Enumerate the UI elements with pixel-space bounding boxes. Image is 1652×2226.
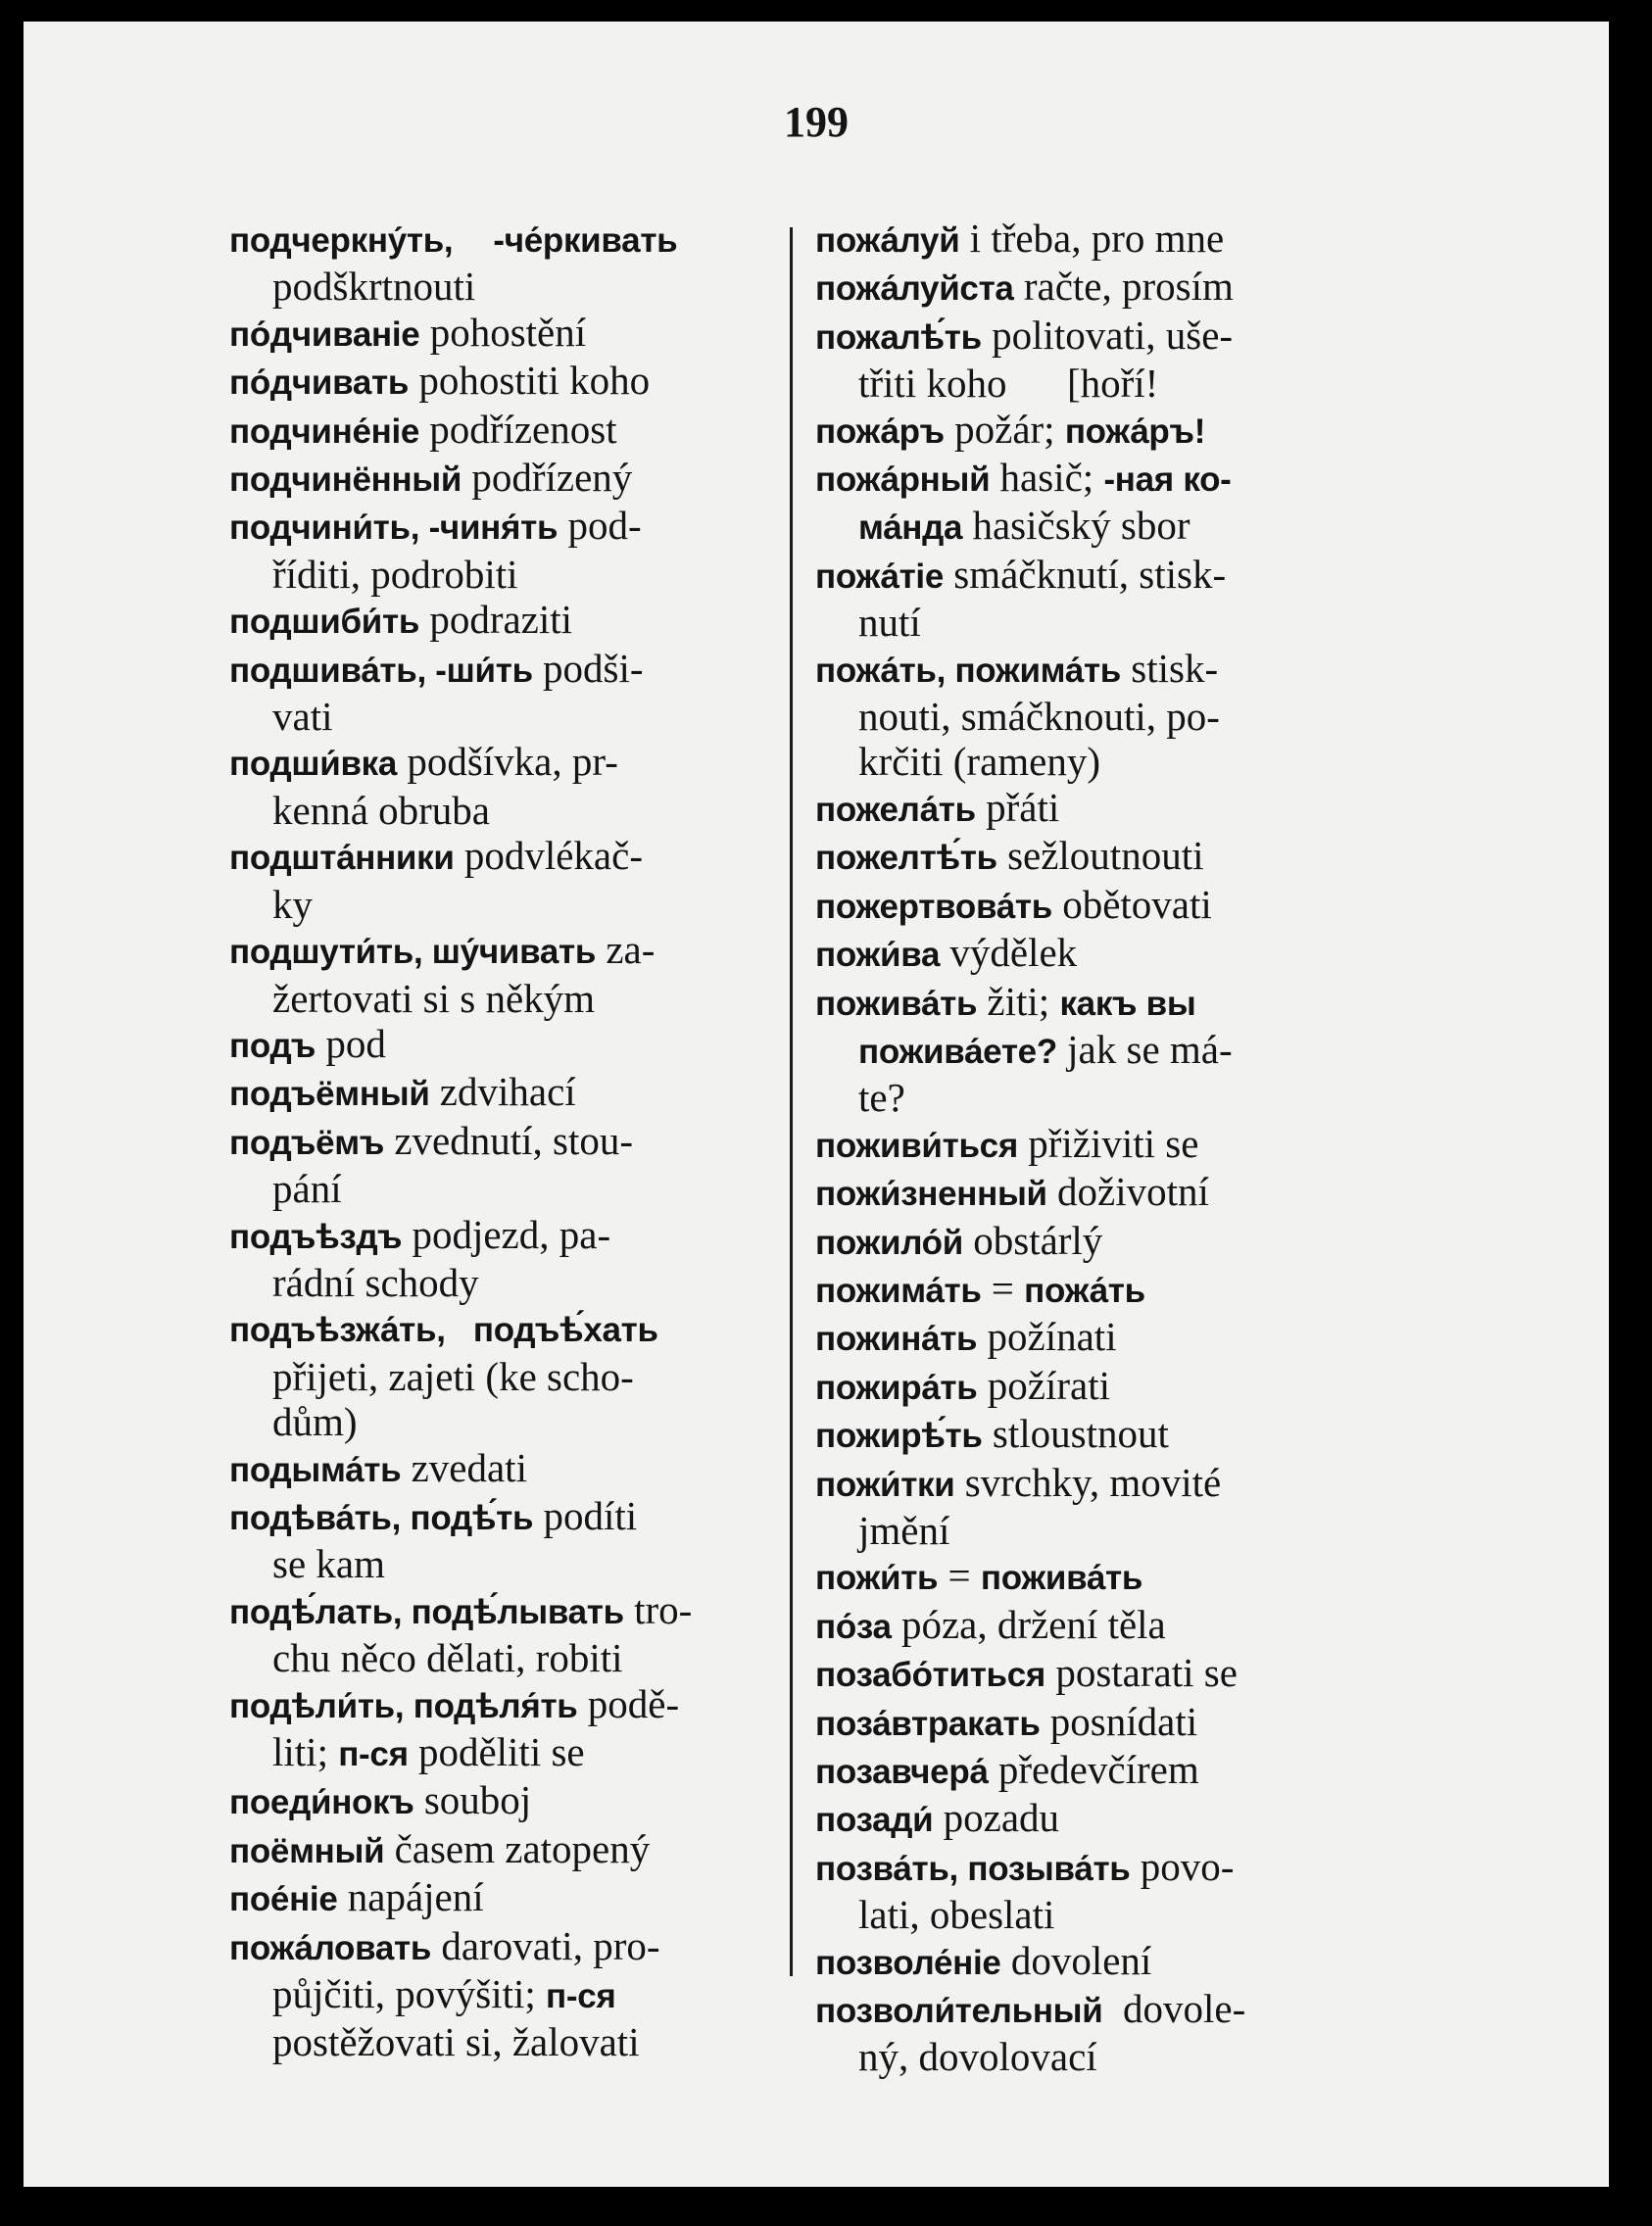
headword: пожима́ть	[815, 1271, 982, 1310]
dictionary-entry	[815, 1411, 1388, 1459]
headword: пожира́ть	[815, 1368, 978, 1407]
dictionary-entry	[815, 1121, 1388, 1169]
entry-continuation-line	[815, 361, 1388, 406]
headword: пожина́ть	[815, 1320, 978, 1359]
definition-text: ky	[272, 881, 313, 927]
headword: пожило́й	[815, 1223, 963, 1262]
headword: пожи́ть	[815, 1559, 939, 1598]
entry-continuation-line	[815, 1892, 1388, 1937]
definition-text: postarati se	[1045, 1650, 1238, 1696]
definition-text: podši-	[532, 645, 644, 691]
definition-text: kenná obruba	[272, 787, 490, 833]
headword: по́дчивать	[229, 363, 410, 403]
dictionary-entry	[815, 1169, 1388, 1217]
entry-continuation-line	[229, 976, 802, 1021]
headword: подѣли́ть, подѣля́ть	[229, 1686, 578, 1725]
entry-line	[229, 1587, 802, 1635]
headword: поза́втракать	[815, 1704, 1041, 1743]
definition-text: tro-	[623, 1586, 693, 1632]
entry-line	[815, 1938, 1388, 1986]
entry-continuation-line	[229, 1354, 802, 1399]
entry-line	[815, 1844, 1388, 1892]
definition-text: dovolení	[1000, 1937, 1152, 1983]
definition-text: zvednutí, stou-	[384, 1117, 634, 1163]
dictionary-entry	[229, 1777, 802, 1825]
entry-continuation-line	[229, 2019, 802, 2064]
dictionary-entry	[229, 1069, 802, 1117]
dictionary-entry	[229, 1681, 802, 1778]
dictionary-entry	[229, 310, 802, 358]
page-number: 199	[784, 98, 849, 146]
definition-text: jak se má-	[1056, 1026, 1233, 1072]
entry-line	[815, 1602, 1388, 1650]
entry-line	[229, 927, 802, 975]
headword: пожирѣ́ть	[815, 1417, 983, 1456]
definition-text: politovati, uše-	[981, 312, 1234, 358]
entry-continuation-line	[815, 1075, 1388, 1120]
headword: -че́ркивать	[493, 221, 678, 260]
headword: подчине́нiе	[229, 411, 420, 451]
headword: пожи́ва	[815, 936, 941, 975]
dictionary-entry	[815, 1553, 1388, 1601]
headword: пожа́ръ	[815, 411, 945, 451]
entry-line	[229, 1445, 802, 1493]
dictionary-entry	[815, 1844, 1388, 1938]
entry-line	[815, 1169, 1388, 1217]
dictionary-entry	[229, 646, 802, 740]
headword: позволи́тельный	[815, 1992, 1103, 2031]
entry-continuation-line	[229, 788, 802, 833]
definition-text: nouti, smáčknouti, po-	[858, 694, 1220, 740]
entry-continuation-line	[815, 600, 1388, 645]
headword: пожелтѣ́ть	[815, 839, 997, 878]
entry-line	[815, 1218, 1388, 1266]
dictionary-entry	[815, 407, 1388, 455]
headword: пожа́ръ!	[1064, 411, 1206, 451]
headword: подшта́нники	[229, 839, 455, 878]
definition-text: třiti koho [hoří!	[858, 361, 1159, 407]
definition-text: nutí	[858, 600, 921, 646]
headword: подъёмъ	[229, 1123, 385, 1162]
definition-text: poděliti se	[408, 1729, 585, 1774]
dictionary-entry	[229, 503, 802, 597]
entry-continuation-line	[229, 1166, 802, 1211]
definition-text: podíti	[533, 1492, 638, 1538]
left-column	[229, 216, 802, 2065]
entry-line	[229, 1826, 802, 1874]
headword: по́дчиванiе	[229, 315, 420, 354]
entry-line	[229, 1874, 802, 1922]
definition-text: svrchky, movité	[954, 1459, 1222, 1505]
dictionary-entry	[229, 1923, 802, 2065]
entry-continuation-line	[229, 1260, 802, 1305]
dictionary-entry	[229, 1493, 802, 1587]
headword: позабо́титься	[815, 1656, 1046, 1695]
definition-text: požár;	[944, 406, 1065, 452]
entry-line	[815, 455, 1388, 503]
definition-text: požírati	[977, 1362, 1110, 1408]
headword: ма́нда	[858, 508, 963, 548]
headword: подчинённый	[229, 460, 462, 500]
entry-line	[815, 1795, 1388, 1843]
dictionary-entry	[815, 264, 1388, 312]
definition-text: chu něco dělati, robiti	[272, 1635, 623, 1681]
headword: подъѣзжа́ть, подъѣ́хать	[229, 1311, 658, 1350]
dictionary-entry	[229, 1212, 802, 1306]
definition-text: obstárlý	[962, 1217, 1103, 1263]
headword: пожа́ть, пожима́ть	[815, 651, 1122, 690]
entry-line	[229, 597, 802, 645]
entry-line	[229, 503, 802, 551]
entry-line	[229, 1681, 802, 1729]
entry-line	[229, 407, 802, 455]
definition-text: jmění	[858, 1507, 950, 1553]
dictionary-entry	[815, 979, 1388, 1121]
entry-line	[815, 930, 1388, 978]
definition-text: žiti;	[977, 978, 1060, 1024]
dictionary-entry	[229, 833, 802, 927]
headword: поеди́нокъ	[229, 1783, 414, 1822]
dictionary-entry	[815, 1363, 1388, 1411]
dictionary-entry	[229, 1826, 802, 1874]
dictionary-entry	[815, 930, 1388, 978]
definition-text: lati, obeslati	[858, 1892, 1055, 1938]
headword: пожа́ть	[1024, 1271, 1145, 1310]
dictionary-entry	[815, 882, 1388, 930]
definition-text: postěžovati si, žalovati	[272, 2019, 640, 2065]
entry-line	[815, 1553, 1388, 1601]
headword: позади́	[815, 1801, 934, 1840]
dictionary-entry	[815, 1266, 1388, 1314]
definition-text: stisk-	[1121, 645, 1219, 691]
definition-text: pohostění	[419, 309, 587, 355]
entry-continuation-line	[815, 503, 1388, 551]
dictionary-entry	[815, 1650, 1388, 1698]
dictionary-entry	[815, 1795, 1388, 1843]
headword: пожива́ть	[980, 1559, 1143, 1598]
entry-line	[229, 1777, 802, 1825]
entry-line	[815, 407, 1388, 455]
headword: пожалѣ́ть	[815, 317, 982, 357]
entry-line	[815, 264, 1388, 312]
headword: пожертвова́ть	[815, 887, 1052, 926]
entry-line	[229, 1021, 802, 1069]
definition-text: zdvihací	[429, 1069, 576, 1115]
entry-line	[229, 833, 802, 881]
dictionary-entry	[229, 216, 802, 310]
headword: позавчера́	[815, 1753, 989, 1791]
entry-line	[229, 1305, 802, 1353]
headword: подшути́ть, шу́чивать	[229, 933, 597, 972]
headword: поёмный	[229, 1831, 385, 1870]
entry-line	[815, 1747, 1388, 1795]
definition-text: přiživiti se	[1017, 1120, 1199, 1166]
dictionary-entry	[229, 1445, 802, 1493]
dictionary-entry	[229, 927, 802, 1021]
definition-text: liti;	[272, 1729, 339, 1774]
entry-continuation-line	[229, 1399, 802, 1444]
headword: позволе́нiе	[815, 1943, 1001, 1982]
dictionary-entry	[815, 552, 1388, 646]
entry-continuation-line	[815, 1508, 1388, 1553]
definition-text: za-	[596, 927, 656, 973]
headword: подшива́ть, -ши́ть	[229, 651, 533, 690]
definition-text: napájení	[337, 1874, 484, 1920]
entry-line	[815, 1363, 1388, 1411]
headword: подшиби́ть	[229, 603, 420, 642]
entry-line	[229, 1212, 802, 1260]
definition-text: zvedati	[401, 1444, 527, 1490]
definition-text: dovole-	[1102, 1986, 1246, 2032]
entry-continuation-line	[229, 882, 802, 927]
headword: пое́нiе	[229, 1880, 338, 1919]
entry-continuation-line	[229, 264, 802, 309]
headword: пожи́тки	[815, 1465, 955, 1504]
dictionary-entry	[815, 1747, 1388, 1795]
definition-text: póza, držení těla	[891, 1601, 1166, 1647]
entry-line	[815, 1699, 1388, 1747]
dictionary-entry	[815, 455, 1388, 552]
definition-text: doživotní	[1046, 1169, 1209, 1215]
entry-line	[815, 313, 1388, 361]
entry-line	[229, 1069, 802, 1117]
dictionary-entry	[229, 1874, 802, 1922]
definition-text: račte, prosím	[1013, 264, 1234, 310]
definition-text: říditi, podrobiti	[272, 551, 518, 597]
headword: какъ вы	[1059, 984, 1196, 1023]
definition-text: pohostiti koho	[409, 358, 651, 404]
entry-line	[229, 1118, 802, 1166]
entry-line	[815, 1460, 1388, 1508]
definition-text: obětovati	[1051, 881, 1212, 927]
definition-text: ný, dovolovací	[858, 2034, 1097, 2080]
dictionary-entry	[229, 739, 802, 833]
entry-continuation-line	[229, 1635, 802, 1680]
dictionary-entry	[815, 1218, 1388, 1266]
definition-text: dům)	[272, 1399, 358, 1445]
headword: пожи́зненный	[815, 1175, 1047, 1214]
entry-line	[815, 833, 1388, 881]
definition-text: podřízený	[462, 455, 633, 501]
dictionary-entry	[229, 455, 802, 503]
headword: пожа́луйста	[815, 269, 1014, 309]
right-column	[815, 216, 1388, 2080]
book-page	[24, 22, 1609, 2187]
definition-text: pání	[272, 1166, 342, 1212]
definition-text: i třeba, pro mne	[959, 216, 1225, 261]
headword: позва́ть, позыва́ть	[815, 1849, 1131, 1888]
definition-text: povo-	[1130, 1843, 1235, 1889]
headword: п-ся	[338, 1735, 409, 1773]
dictionary-entry	[815, 1602, 1388, 1650]
headword: -ная ко-	[1103, 460, 1232, 500]
definition-text	[453, 216, 493, 261]
headword: п-ся	[546, 1977, 616, 2016]
definition-text: smáčknutí, stisk-	[944, 551, 1227, 597]
headword: пожива́ть	[815, 984, 978, 1023]
entry-line	[815, 1266, 1388, 1314]
headword: подѣ́лать, подѣ́лывать	[229, 1592, 624, 1631]
definition-text: předevčírem	[988, 1747, 1199, 1792]
headword: подши́вка	[229, 745, 398, 784]
entry-continuation-line	[815, 739, 1388, 784]
dictionary-entry	[229, 1021, 802, 1069]
entry-line	[815, 979, 1388, 1027]
definition-text: půjčiti, povýšiti;	[272, 1971, 547, 2017]
definition-text: vati	[272, 694, 333, 740]
definition-text: sežloutnouti	[996, 833, 1204, 879]
definition-text: požínati	[977, 1314, 1117, 1360]
definition-text: krčiti (rameny)	[858, 739, 1101, 785]
definition-text: podřízenost	[419, 406, 617, 452]
entry-line	[815, 785, 1388, 833]
definition-text: se kam	[272, 1541, 385, 1587]
definition-text: hasič;	[990, 455, 1104, 501]
definition-text: rádní schody	[272, 1259, 479, 1305]
entry-continuation-line	[229, 694, 802, 739]
entry-line	[229, 646, 802, 694]
definition-text: pod-	[558, 503, 642, 549]
entry-line	[229, 216, 802, 264]
definition-text: te?	[858, 1075, 905, 1121]
entry-line	[815, 1121, 1388, 1169]
headword: пожа́ловать	[229, 1928, 432, 1967]
dictionary-entry	[815, 1986, 1388, 2080]
dictionary-entry	[229, 597, 802, 645]
definition-text: souboj	[413, 1777, 532, 1823]
definition-text: výdělek	[940, 930, 1078, 976]
entry-continuation-line	[229, 1971, 802, 2019]
definition-text: podvlékač-	[454, 833, 643, 879]
headword: пожела́ть	[815, 790, 976, 829]
dictionary-entry	[229, 1118, 802, 1212]
entry-line	[229, 739, 802, 787]
entry-line	[229, 1923, 802, 1971]
definition-text: podškrtnouti	[272, 264, 476, 310]
headword: поживи́ться	[815, 1126, 1018, 1165]
definition-text: časem zatopený	[384, 1825, 651, 1871]
dictionary-entry	[815, 313, 1388, 407]
dictionary-entry	[815, 785, 1388, 833]
definition-text: stloustnout	[982, 1411, 1169, 1457]
entry-continuation-line	[229, 552, 802, 597]
headword: подчини́ть, -чиня́ть	[229, 508, 559, 548]
dictionary-entry	[815, 216, 1388, 264]
entry-line	[229, 358, 802, 406]
definition-text: =	[938, 1553, 981, 1599]
definition-text: pozadu	[933, 1795, 1060, 1841]
definition-text: přijeti, zajeti (ke scho-	[272, 1353, 634, 1399]
definition-text: pod	[316, 1020, 386, 1066]
entry-continuation-line	[229, 1541, 802, 1586]
definition-text: podšívka, pr-	[397, 739, 618, 785]
headword: подъѣздъ	[229, 1217, 403, 1256]
entry-line	[229, 310, 802, 358]
entry-line	[815, 646, 1388, 694]
entry-line	[815, 882, 1388, 930]
dictionary-entry	[815, 1938, 1388, 1986]
headword: подыма́ть	[229, 1450, 402, 1489]
dictionary-entry	[815, 1460, 1388, 1554]
dictionary-entry	[815, 1314, 1388, 1362]
definition-text: podě-	[577, 1680, 680, 1726]
entry-line	[229, 1493, 802, 1541]
headword: подъ	[229, 1026, 316, 1065]
entry-continuation-line	[229, 1729, 802, 1777]
headword: пожива́ете?	[858, 1032, 1057, 1071]
entry-line	[815, 216, 1388, 264]
headword: подѣва́ть, подѣ́ть	[229, 1498, 534, 1537]
dictionary-entry	[815, 833, 1388, 881]
entry-line	[815, 552, 1388, 600]
dictionary-entry	[229, 358, 802, 406]
dictionary-entry	[815, 1699, 1388, 1747]
headword: пожа́рный	[815, 460, 991, 500]
definition-text: hasičský sbor	[962, 503, 1190, 549]
entry-line	[815, 1650, 1388, 1698]
headword: по́за	[815, 1607, 892, 1646]
definition-text: darovati, pro-	[431, 1922, 660, 1968]
entry-continuation-line	[815, 694, 1388, 739]
definition-text: přáti	[975, 784, 1060, 830]
definition-text: žertovati si s někým	[272, 975, 596, 1021]
dictionary-entry	[815, 646, 1388, 785]
dictionary-entry	[229, 1305, 802, 1444]
dictionary-entry	[229, 1587, 802, 1681]
dictionary-entry	[229, 407, 802, 455]
entry-line	[815, 1314, 1388, 1362]
entry-continuation-line	[815, 1027, 1388, 1075]
entry-line	[815, 1986, 1388, 2034]
headword: подчеркну́ть,	[229, 221, 454, 260]
definition-text: posnídati	[1040, 1698, 1198, 1744]
entry-continuation-line	[815, 2034, 1388, 2079]
definition-text: podraziti	[419, 597, 573, 643]
definition-text: =	[981, 1265, 1025, 1311]
entry-line	[815, 1411, 1388, 1459]
entry-line	[229, 455, 802, 503]
headword: подъёмный	[229, 1075, 430, 1114]
headword: пожа́луй	[815, 221, 960, 260]
definition-text: podjezd, pa-	[402, 1211, 611, 1257]
headword: пожа́тiе	[815, 556, 944, 596]
